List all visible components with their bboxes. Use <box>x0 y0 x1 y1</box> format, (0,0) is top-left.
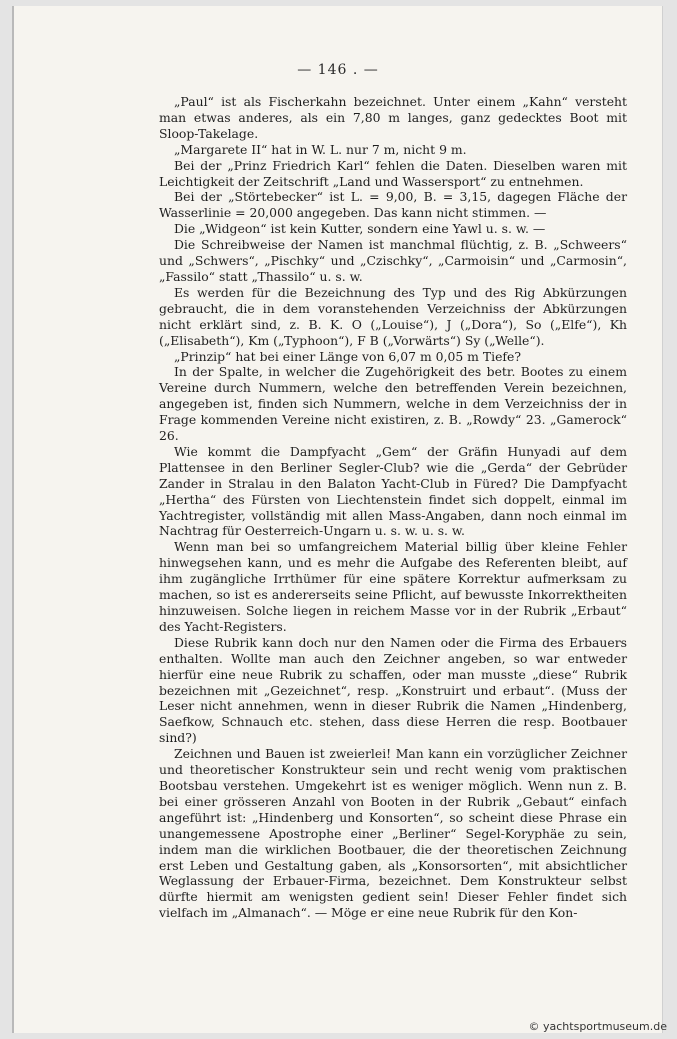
paragraph-3: Bei der „Prinz Friedrich Karl“ fehlen die Daten. Dieselben waren mit Leichtigkeit der Zeitschrift „Land und Wassersport“ zu entnehmen. <box>159 157 627 189</box>
paragraph-5: Die „Widgeon“ ist kein Kutter, sondern eine Yawl u. s. w. — <box>174 221 546 237</box>
paragraph-10: Wie kommt die Dampfyacht „Gem“ der Gräfin Hunyadi auf dem Plattensee in den Berliner Segler-Club? wie die „Gerda“ der Gebrüder Zander in Stralau in den Balaton Yacht-Club in Füred? Die Dampfyacht „Hertha“ des Fürsten von Liechtenstein findet sich doppelt, einmal im Yachtregister, vollständig mit allen Mass-Angaben, dann noch einmal im Nachtrag für Oesterreich-Ungarn u. s. w. u. s. w. <box>159 443 627 539</box>
watermark: © yachtsportmuseum.de <box>528 1020 667 1033</box>
body-text <box>159 94 627 921</box>
paragraph-2: „Margarete II“ hat in W. L. nur 7 m, nicht 9 m. <box>174 141 467 157</box>
paragraph-11: Wenn man bei so umfangreichem Material billig über kleine Fehler hinwegsehen kann, und es mehr die Aufgabe des Referenten bleibt, auf ihm zugängliche Irrthümer für eine spätere Korrektur aufmerksam zu machen, so ist es andererseits seine Pflicht, auf bewusste Inkorrektheiten hinzuweisen. Solche liegen in reichem Masse vor in der Rubrik „Erbaut“ des Yacht-Registers. <box>159 539 627 634</box>
paragraph-1: „Paul“ ist als Fischerkahn bezeichnet. Unter einem „Kahn“ versteht man etwas anderes, als ein 7,80 m langes, ganz gedecktes Boot mit Sloop-Takelage. <box>159 94 627 141</box>
paragraph-8: „Prinzip“ hat bei einer Länge von 6,07 m 0,05 m Tiefe? <box>174 348 521 364</box>
paragraph-7: Es werden für die Bezeichnung des Typ und des Rig Abkürzungen gebraucht, die in dem voranstehenden Verzeichniss der Abkürzungen nicht erklärt sind, z. B. K. O („Louise“), J („Dora“), So („Elfe“), Kh („Elisabeth“), Km („Typhoon“), F B („Vorwärts“) Sy („Welle“). <box>159 284 627 348</box>
page-number: — 146 . — <box>297 62 379 78</box>
paragraph-9: In der Spalte, in welcher die Zugehörigkeit des betr. Bootes zu einem Vereine durch Nummern, welche den betreffenden Verein bezeichnen, angegeben ist, finden sich Nummern, welche in dem Verzeichniss der in Frage kommenden Vereine nicht existiren, z. B. „Rowdy“ 23. „Gamerock“ 26. <box>159 364 627 444</box>
paragraph-13: Zeichnen und Bauen ist zweierlei! Man kann ein vorzüglicher Zeichner und theoretischer Konstrukteur sein und recht wenig vom praktischen Bootsbau verstehen. Umgekehrt ist es weniger möglich. Wenn nun z. B. bei einer grösseren Anzahl von Booten in der Rubrik „Gebaut“ einfach angeführt ist: „Hindenberg und Konsorten“, so scheint diese Phrase ein unangemessene Apostrophe einer „Berliner“ Segel-Koryphäe zu sein, indem man die wirklichen Bootbauer, die der theoretischen Zeichnung erst Leben und Gestaltung gaben, als „Konsorsorten“, mit absichtlicher Weglassung der Erbauer-Firma, bezeichnet. Dem Konstrukteur selbst dürfte hiermit am wenigsten gedient sein! Dieser Fehler findet sich vielfach im „Almanach“. — Möge er eine neue Rubrik für den Kon- <box>159 746 627 921</box>
paragraph-6: Die Schreibweise der Namen ist manchmal flüchtig, z. B. „Schweers“ und „Schwers“, „Pischky“ und „Czischky“, „Carmoisin“ und „Carmosin“, „Fassilo“ statt „Thassilo“ u. s. w. <box>159 237 627 284</box>
paragraph-4: Bei der „Störtebecker“ ist L. = 9,00, B. = 3,15, dagegen Fläche der Wasserlinie = 20,000 angegeben. Das kann nicht stimmen. — <box>159 189 627 221</box>
paragraph-12: Diese Rubrik kann doch nur den Namen oder die Firma des Erbauers enthalten. Wollte man auch den Zeichner angeben, so war entweder hierfür eine neue Rubrik zu schaffen, oder man musste „diese“ Rubrik bezeichnen mit „Gezeichnet“, resp. „Konstruirt und erbaut“. (Muss der Leser nicht annehmen, wenn in dieser Rubrik die Namen „Hindenberg, Saefkow, Schnauch etc. stehen, dass diese Herren die resp. Bootbauer sind?) <box>159 634 627 746</box>
document-page <box>12 6 663 1033</box>
